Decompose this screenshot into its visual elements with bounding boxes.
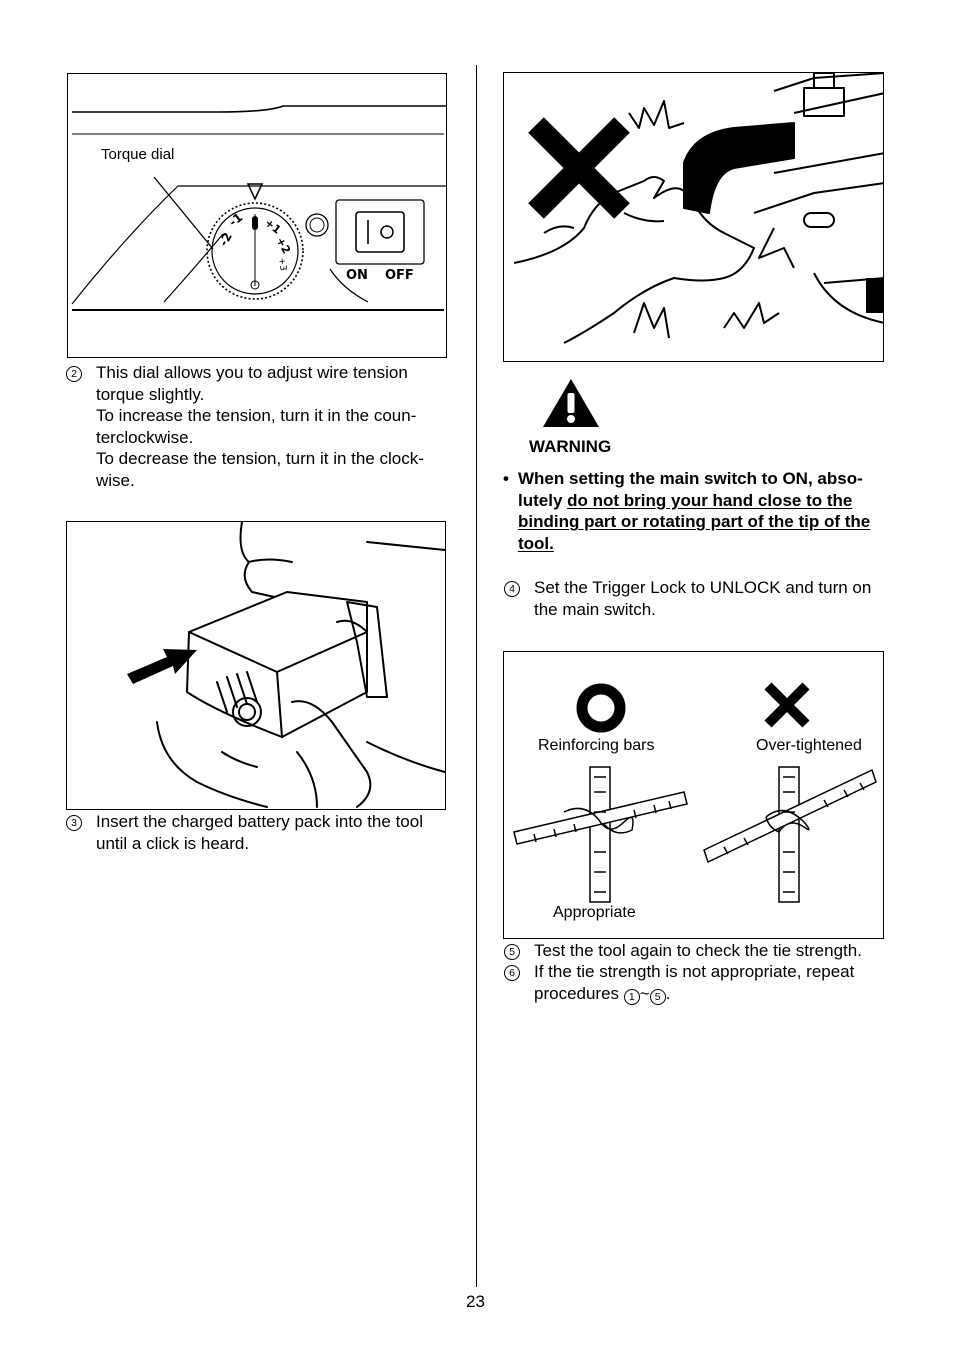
warning-line-3-underlined: binding part or rotating part of the tip of the — [518, 512, 871, 532]
hand-warning-illustration — [504, 73, 884, 362]
torque-dial-illustration — [68, 74, 447, 358]
hand-warning-figure — [503, 72, 884, 362]
warning-line-1: When setting the main switch to ON, abso- — [518, 469, 863, 488]
torque-dial-figure — [67, 73, 447, 358]
step-2-line: wise. — [96, 470, 135, 490]
step-2-line: terclockwise. — [96, 427, 194, 447]
step-3-line: Insert the charged battery pack into the tool — [96, 812, 423, 831]
step-2-line: This dial allows you to adjust wire tension — [96, 363, 408, 382]
battery-insert-illustration — [67, 522, 446, 810]
battery-insert-figure — [66, 521, 446, 810]
warning-line-4 — [518, 533, 894, 555]
step-3-line: until a click is heard. — [96, 833, 250, 853]
step-2-line: To increase the tension, turn it in the coun- — [96, 406, 417, 426]
step-6-text — [534, 961, 914, 1004]
dial-mark-minus1: -1 — [226, 210, 246, 230]
warning-bullet: • — [503, 469, 509, 488]
step-6-procedures: procedures — [534, 983, 624, 1003]
reinforcing-bars-label: Reinforcing bars — [538, 737, 655, 754]
warning-line-2 — [518, 490, 894, 512]
dial-mark-plus3: +3 — [276, 257, 288, 272]
dial-mark-plus2: +2 — [273, 235, 294, 257]
over-tightened-label: Over-tightened — [756, 737, 862, 754]
tie-comparison-figure — [503, 651, 884, 939]
wrong-cross-icon — [768, 686, 806, 724]
torque-dial-label: Torque dial — [101, 146, 175, 163]
warning-line-2-plain: lutely — [518, 490, 568, 510]
step-2-line: To decrease the tension, turn it in the clock- — [96, 449, 424, 469]
warning-line-3 — [518, 511, 894, 533]
step-3-number: 3 — [66, 815, 82, 831]
step-5-text: Test the tool again to check the tie strength. — [534, 941, 862, 960]
warning-line-2-underlined: do not bring your hand close to the — [567, 490, 853, 510]
step-4-line: Set the Trigger Lock to UNLOCK and turn on — [534, 578, 872, 597]
step-4-text — [534, 577, 894, 620]
tie-comparison-illustration — [504, 652, 884, 939]
step-6-number: 6 — [504, 965, 520, 981]
page-number: 23 — [466, 1292, 485, 1311]
step-6-ref-end: 5 — [650, 989, 666, 1005]
step-2-text — [96, 362, 466, 492]
step-6-ref-start: 1 — [624, 989, 640, 1005]
warning-text — [518, 468, 894, 554]
step-2-number: 2 — [66, 366, 82, 382]
step-6-period: . — [665, 983, 671, 1003]
step-3-text — [96, 811, 466, 854]
dial-mark-plus1: +1 — [262, 216, 284, 237]
warning-triangle-icon — [541, 377, 601, 429]
step-4-number: 4 — [504, 581, 520, 597]
step-2-line: torque slightly. — [96, 384, 205, 404]
dial-mark-minus2: -2 — [216, 230, 235, 249]
step-5-number: 5 — [504, 944, 520, 960]
warning-title: WARNING — [529, 437, 612, 456]
warning-line-4-underlined: tool. — [518, 533, 554, 553]
step-6-line-2 — [534, 983, 914, 1005]
appropriate-label: Appropriate — [553, 904, 636, 921]
correct-circle-icon — [582, 689, 620, 727]
switch-on-label: ON — [346, 268, 368, 283]
switch-off-label: OFF — [385, 268, 414, 283]
step-6-line-1: If the tie strength is not appropriate, repeat — [534, 962, 855, 981]
step-6-tilde: ~ — [639, 983, 650, 1003]
step-4-line: the main switch. — [534, 599, 656, 619]
column-divider — [476, 65, 477, 1287]
